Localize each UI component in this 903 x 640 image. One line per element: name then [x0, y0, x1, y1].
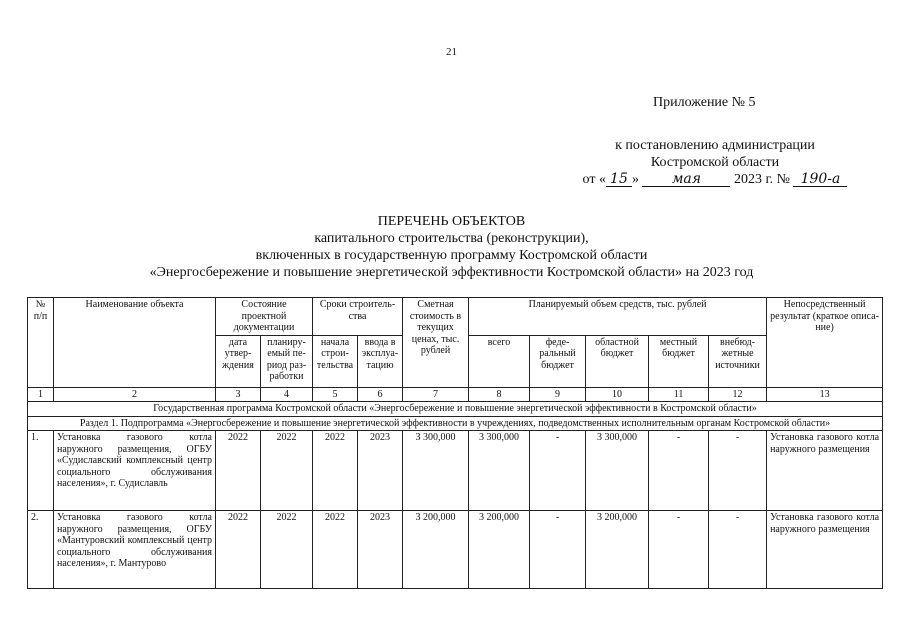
- document-title: [0, 213, 903, 281]
- funds-federal: -: [530, 511, 586, 589]
- objects-table: [27, 297, 883, 589]
- header-regional: областной бюджет: [586, 335, 649, 387]
- title-line-3: включенных в государственную программу Костромской области: [255, 248, 648, 263]
- doc-approved: 2022: [216, 431, 261, 511]
- col-number: 3: [216, 387, 261, 402]
- start-year: 2022: [313, 511, 358, 589]
- col-number: 10: [586, 387, 649, 402]
- decree-line-1: к постановлению администрации: [615, 138, 815, 153]
- col-number: 7: [403, 387, 469, 402]
- header-row-main: [28, 298, 883, 336]
- start-year: 2022: [313, 431, 358, 511]
- title-line-2: капитального строительства (реконструкции),: [314, 231, 589, 246]
- estimated-cost: 3 200,000: [403, 511, 469, 589]
- header-funds: Планируемый объем средств, тыс. рублей: [469, 298, 767, 336]
- decree-number-handwritten: 190-а: [793, 173, 847, 187]
- header-start: начала строительства: [313, 335, 358, 387]
- title-line-4: «Энергосбережение и повышение энергетической эффективности Костромской области» на 2023 год: [149, 265, 754, 280]
- funds-regional: 3 300,000: [586, 431, 649, 511]
- object-name: Установка газового котла наружного размещения, ОГБУ «Судиславский комплексный центр социального обслуживания населения», г. Судиславль: [54, 431, 216, 511]
- program-row: [28, 402, 883, 417]
- header-cost: Сметная стоимость в текущих ценах, тыс. рублей: [403, 298, 469, 388]
- object-name: Установка газового котла наружного размещения, ОГБУ «Мантуровский комплексный центр социального обслуживания населения», г. Мантурово: [54, 511, 216, 589]
- section-row: [28, 416, 883, 431]
- header-doc-planned: планируемый период разработки: [261, 335, 313, 387]
- header-num: № п/п: [28, 298, 54, 388]
- doc-planned: 2022: [261, 431, 313, 511]
- date-day-handwritten: 15: [606, 173, 632, 187]
- doc-planned: 2022: [261, 511, 313, 589]
- header-terms: Сроки строительства: [313, 298, 403, 336]
- row-num: 2.: [28, 511, 54, 589]
- funds-extra: -: [709, 431, 767, 511]
- date-mid: »: [631, 172, 639, 187]
- direct-result: Установка газового котла наружного размещения: [767, 431, 883, 511]
- commission-year: 2023: [358, 431, 403, 511]
- table-row: [28, 511, 883, 589]
- header-federal: федеральный бюджет: [530, 335, 586, 387]
- funds-federal: -: [530, 431, 586, 511]
- col-number: 11: [649, 387, 709, 402]
- decree-date-line: [560, 171, 870, 188]
- col-number: 8: [469, 387, 530, 402]
- doc-approved: 2022: [216, 511, 261, 589]
- col-number: 4: [261, 387, 313, 402]
- funds-regional: 3 200,000: [586, 511, 649, 589]
- col-number: 5: [313, 387, 358, 402]
- header-result: Непосредственный результат (краткое описание): [767, 298, 883, 388]
- funds-total: 3 200,000: [469, 511, 530, 589]
- funds-extra: -: [709, 511, 767, 589]
- header-extra: внебюджетные источники: [709, 335, 767, 387]
- date-year: 2023 г. №: [733, 172, 790, 187]
- funds-local: -: [649, 511, 709, 589]
- funds-total: 3 300,000: [469, 431, 530, 511]
- decree-line-2: Костромской области: [650, 155, 780, 170]
- header-commission: ввода в эксплуатацию: [358, 335, 403, 387]
- col-number: 2: [54, 387, 216, 402]
- header-local: местный бюджет: [649, 335, 709, 387]
- date-prefix: от «: [582, 172, 606, 187]
- funds-local: -: [649, 431, 709, 511]
- date-month-handwritten: мая: [642, 173, 730, 187]
- row-num: 1.: [28, 431, 54, 511]
- header-total: всего: [469, 335, 530, 387]
- col-number: 1: [28, 387, 54, 402]
- column-numbers-row: [28, 387, 883, 402]
- program-title: Государственная программа Костромской области «Энергосбережение и повышение энергетической эффективности в Костромской области»: [28, 402, 883, 417]
- commission-year: 2023: [358, 511, 403, 589]
- estimated-cost: 3 300,000: [403, 431, 469, 511]
- page-number: 21: [446, 46, 457, 58]
- appendix-label: Приложение № 5: [653, 95, 756, 110]
- col-number: 6: [358, 387, 403, 402]
- header-name: Наименование объекта: [54, 298, 216, 388]
- table-row: [28, 431, 883, 511]
- col-number: 9: [530, 387, 586, 402]
- col-number: 13: [767, 387, 883, 402]
- direct-result: Установка газового котла наружного размещения: [767, 511, 883, 589]
- title-line-1: ПЕРЕЧЕНЬ ОБЪЕКТОВ: [377, 214, 526, 229]
- section-title: Раздел 1. Подпрограмма «Энергосбережение и повышение энергетической эффективности в учреждениях, подведомственных исполнительным органам Костромской области»: [28, 416, 883, 431]
- header-docs: Состояние проектной документации: [216, 298, 313, 336]
- decree-reference: [560, 137, 870, 188]
- col-number: 12: [709, 387, 767, 402]
- header-doc-approved: дата утверждения: [216, 335, 261, 387]
